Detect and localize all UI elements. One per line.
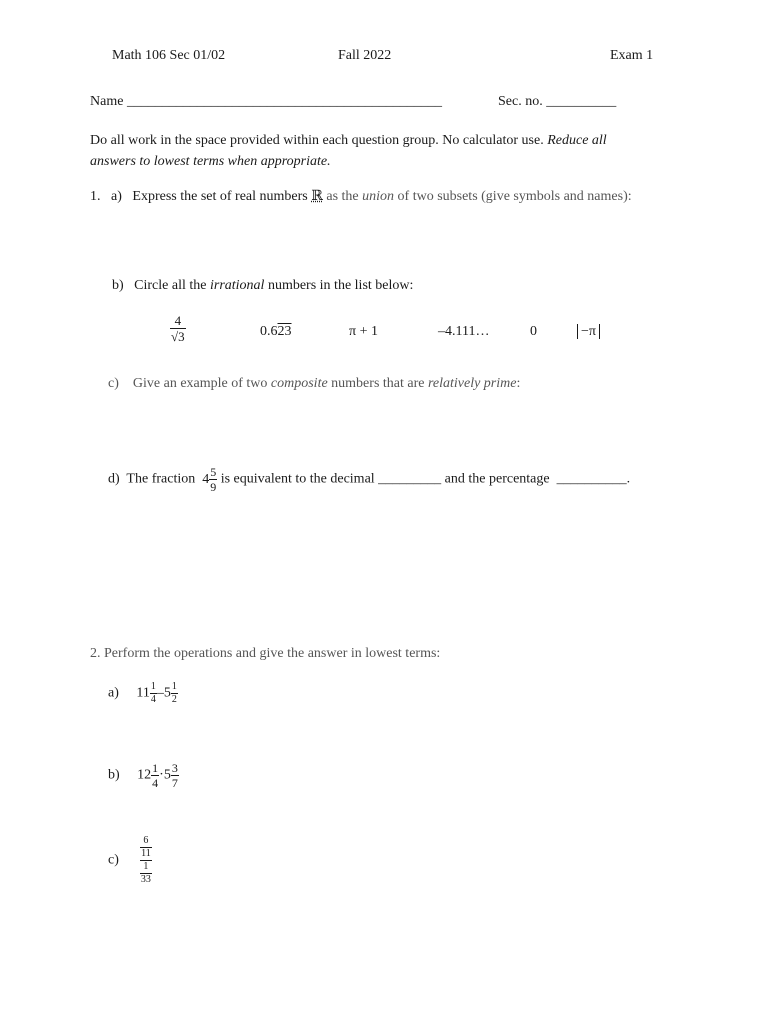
q2c-label: c) <box>108 852 119 868</box>
q2b-num-1: 1 <box>152 761 159 775</box>
item1-denominator: √3 <box>171 329 185 344</box>
item-pi-plus-one[interactable]: π + 1 <box>349 324 378 339</box>
q1a-label: a) <box>111 189 122 204</box>
q1a-text-2: as the <box>326 189 359 204</box>
question-1c <box>108 376 520 392</box>
item2-repeat: 23 <box>277 324 292 339</box>
complex-fraction <box>140 836 152 885</box>
item-zero[interactable]: 0 <box>530 324 537 339</box>
instructions <box>90 130 607 172</box>
reals-symbol: ℝ <box>311 189 323 204</box>
question-2c <box>108 836 152 885</box>
item1-numerator: 4 <box>174 313 182 328</box>
mixed-numerator: 5 <box>210 465 217 479</box>
q1d-label: d) <box>108 471 120 487</box>
q2a-operator: – <box>156 685 164 701</box>
section-blank[interactable]: __________ <box>546 94 617 109</box>
mixed-number <box>202 465 221 494</box>
instructions-italic-1: Reduce all <box>547 133 607 148</box>
q1c-italic-2: relatively prime <box>427 376 517 391</box>
q2a-label: a) <box>108 685 119 701</box>
q2-number: 2. <box>90 646 101 661</box>
question-2 <box>90 646 440 662</box>
term: Fall 2022 <box>338 48 392 63</box>
name-field[interactable] <box>90 94 442 110</box>
item2-prefix: 0.6 <box>260 324 278 339</box>
q2b-whole-2: 5 <box>163 767 171 783</box>
q2c-bot-den: 33 <box>140 874 151 885</box>
q1b-text-1: Circle all the <box>134 278 207 293</box>
item-four-over-root-three[interactable] <box>170 314 186 343</box>
q1c-text-2: numbers that are <box>331 376 425 391</box>
q2a-den-1: 4 <box>150 694 156 705</box>
q1b-italic: irrational <box>209 278 265 293</box>
q1-number: 1. <box>90 189 101 204</box>
item-repeating-decimal[interactable] <box>260 324 292 340</box>
q1b-text-2: numbers in the list below: <box>267 278 414 293</box>
q2b-num-2: 3 <box>171 761 178 775</box>
question-2a <box>108 682 178 705</box>
q2b-den-2: 7 <box>171 776 178 790</box>
q2a-whole-2: 5 <box>163 685 171 701</box>
question-1d <box>108 466 630 493</box>
q2b-whole-1: 12 <box>137 767 152 783</box>
item-abs-neg-pi[interactable] <box>577 324 600 340</box>
instructions-main: Do all work in the space provided within each question group. No calculator use. <box>90 133 544 148</box>
q1d-end: . <box>626 471 631 487</box>
question-1a <box>90 188 632 205</box>
q2a-num-1: 1 <box>150 681 156 692</box>
percentage-blank[interactable]: __________ <box>556 471 627 487</box>
section-label: Sec. no. <box>498 94 543 109</box>
q2-prompt: Perform the operations and give the answer in lowest terms: <box>104 646 441 661</box>
instructions-italic-2: answers to lowest terms when appropriate. <box>90 154 331 169</box>
q1c-text-3: : <box>516 376 521 391</box>
item-negative-decimal[interactable]: –4.111… <box>438 324 490 339</box>
q2c-top-num: 6 <box>143 835 149 846</box>
q1d-text-3: and the percentage <box>444 471 550 487</box>
mixed-whole: 4 <box>202 471 210 487</box>
exam-label: Exam 1 <box>610 48 654 63</box>
q1c-text-1: Give an example of two <box>132 376 268 391</box>
q1a-text-1: Express the set of real numbers <box>132 189 308 204</box>
q1c-label: c) <box>108 376 119 391</box>
item6-value: −π <box>577 324 600 339</box>
name-label: Name <box>90 94 124 109</box>
q1a-text-3: of two subsets (give symbols and names): <box>397 189 632 204</box>
question-2b <box>108 762 179 789</box>
q2c-bot-num: 1 <box>143 861 149 872</box>
q1d-text-2: is equivalent to the decimal <box>220 471 375 487</box>
name-blank[interactable]: _____________________________________________ <box>126 94 442 109</box>
q2a-num-2: 1 <box>171 681 177 692</box>
mixed-denominator: 9 <box>210 480 217 494</box>
q2b-label: b) <box>108 767 120 783</box>
question-1b <box>112 278 413 294</box>
q2a-den-2: 2 <box>171 694 177 705</box>
q1d-text-1: The fraction <box>126 471 196 487</box>
decimal-blank[interactable]: _________ <box>378 471 442 487</box>
section-field[interactable] <box>498 94 616 110</box>
q2b-operator: · <box>159 767 164 783</box>
course-title: Math 106 Sec 01/02 <box>112 48 226 63</box>
q2c-top-den: 11 <box>141 848 151 859</box>
q1c-italic-1: composite <box>270 376 328 391</box>
q1b-label: b) <box>112 278 124 293</box>
q2a-whole-1: 11 <box>136 685 150 701</box>
q1a-italic: union <box>362 189 395 204</box>
q2b-den-1: 4 <box>152 776 159 790</box>
